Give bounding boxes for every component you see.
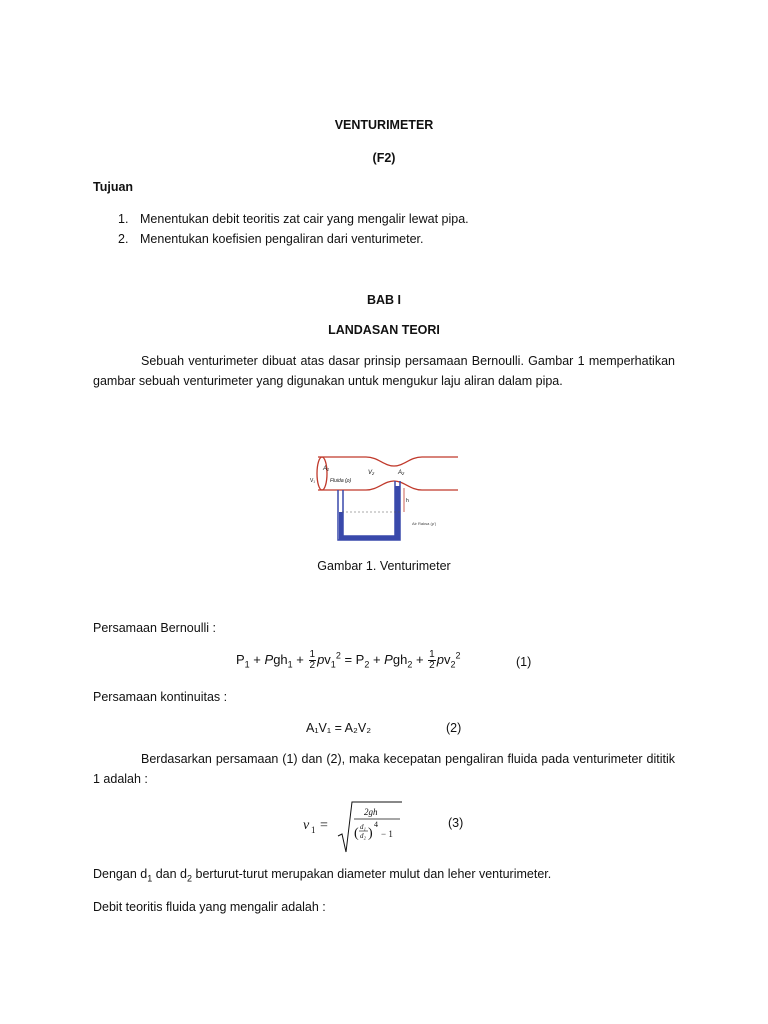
tujuan-heading: Tujuan	[93, 180, 134, 194]
label-fluid: Fluida (ρ)	[330, 478, 352, 484]
venturi-pipe	[317, 457, 458, 490]
label-air-raksa: Air Raksa (ρ')	[412, 521, 437, 526]
figure-caption: Gambar 1. Venturimeter	[317, 559, 451, 573]
diameter-note: Dengan $d_1$ dan $d_2$ berturut-turut merupakan diameter mulut dan leher venturimeter.	[93, 867, 552, 884]
equation-number: (2)	[446, 721, 462, 735]
list-text: Menentukan koefisien pengaliran dari venturimeter.	[140, 232, 424, 246]
label-a2: A₂	[398, 470, 405, 476]
label-a1: A₁	[323, 466, 329, 472]
svg-text:− 1: − 1	[381, 829, 393, 839]
kontinuitas-heading: Persamaan kontinuitas :	[93, 690, 228, 704]
svg-text:): )	[368, 826, 373, 841]
bernoulli-heading: Persamaan Bernoulli :	[93, 621, 216, 635]
svg-text:2gh: 2gh	[364, 807, 378, 817]
mercury-left	[339, 512, 343, 540]
list-number: 2.	[118, 232, 129, 246]
intro-paragraph: Sebuah venturimeter dibuat atas dasar prinsip persamaan Bernoulli. Gambar 1 memperhatikan gambar sebuah venturimeter yang digunakan untuk mengukur laju aliran dalam pipa.	[93, 354, 675, 388]
list-number: 1.	[118, 212, 129, 226]
page-title: VENTURIMETER	[334, 118, 434, 132]
venturimeter-figure	[308, 452, 460, 544]
list-text: Menentukan debit teoritis zat cair yang mengalir lewat pipa.	[140, 212, 469, 226]
label-v2: V₂	[368, 470, 375, 476]
chapter-number: BAB I	[366, 293, 402, 307]
equation-number: (3)	[448, 816, 464, 830]
velocity-paragraph: Berdasarkan persamaan (1) dan (2), maka kecepatan pengaliran fluida pada venturimeter dititik 1 adalah :	[93, 752, 675, 786]
label-h: h	[406, 498, 409, 504]
label-v1: V₁	[310, 478, 316, 484]
velocity-equation	[298, 798, 408, 854]
svg-text:d₁: d₁	[360, 823, 366, 831]
kontinuitas-equation: A₁V₁ = A₂V₂	[306, 721, 372, 735]
debit-heading: Debit teoritis fluida yang mengalir adalah :	[93, 900, 326, 914]
svg-text:v: v	[303, 818, 310, 833]
list-item	[118, 212, 469, 226]
svg-text:d₂: d₂	[360, 832, 366, 840]
svg-text:4: 4	[374, 820, 378, 829]
mercury-bottom	[339, 536, 400, 540]
svg-text:=: =	[320, 818, 328, 833]
list-item	[118, 232, 424, 246]
svg-text:1: 1	[311, 825, 316, 835]
mercury-right	[396, 486, 400, 540]
equation-number: (1)	[516, 655, 532, 669]
chapter-title: LANDASAN TEORI	[328, 323, 440, 337]
svg-text:(: (	[354, 826, 359, 841]
diameter-note-text: berturut-turut merupakan diameter mulut dan leher venturimeter.	[195, 867, 552, 881]
bernoulli-equation: $P_1 + Pgh_1$ + $\frac{1}{2}$ $pv_1^2 = P_2 + Pgh_2$ + $\frac{1}{2}$ $pv_2^2$	[236, 649, 461, 671]
experiment-code: (F2)	[372, 151, 396, 165]
